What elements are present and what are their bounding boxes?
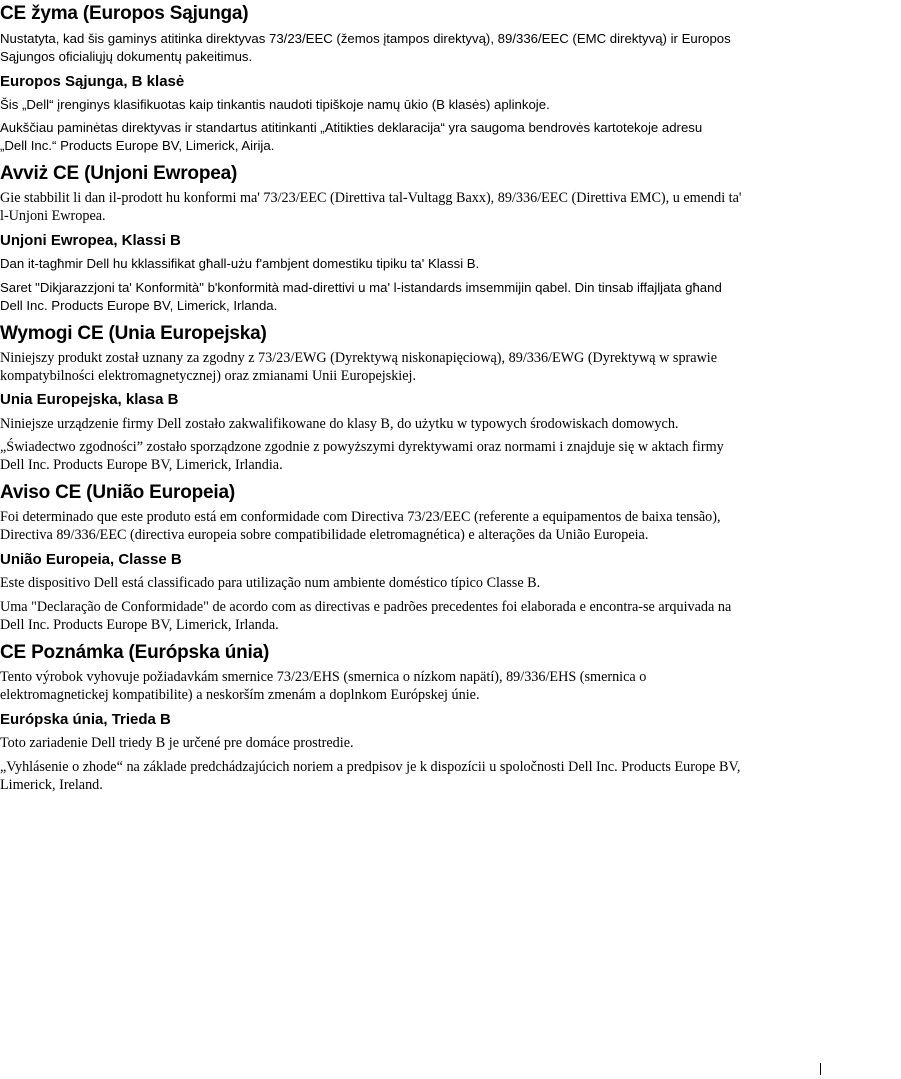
declaration-paragraph: Uma "Declaração de Conformidade" de acordo com as directivas e padrões precedentes foi elaborada e encontra-se arquivada na Dell Inc. Products Europe BV, Limerick, Irlanda. xyxy=(0,599,732,633)
class-paragraph: Este dispositivo Dell está classificado para utilização num ambiente doméstico típico Classe B. xyxy=(0,575,541,591)
section-polish xyxy=(0,323,901,474)
section-maltese xyxy=(0,163,901,315)
compliance-paragraph: Tento výrobok vyhovuje požiadavkám smernice 73/23/EHS (smernica o nízkom napätí), 89/336/EHS (smernica o elektromagnetickej kompatibilite) a neskorším zmenám a doplnkom Európskej únie. xyxy=(0,669,647,703)
page-margin-marker xyxy=(820,1063,821,1075)
declaration-paragraph: Saret "Dikjarazzjoni ta' Konformità" b'konformità mad-direttivi u ma' l-istandards imsemmijin qabel. Din tinsab iffajljata għand Dell Inc. Products Europe BV, Limerick, Irlanda. xyxy=(0,280,722,313)
compliance-paragraph: Gie stabbilit li dan il-prodott hu konformi ma' 73/23/EEC (Direttiva tal-Vultagg Baxx), 89/336/EEC (Direttiva EMC), u emendi ta' l-Unjoni Ewropea. xyxy=(0,190,742,224)
declaration-paragraph: „Vyhlásenie o zhode“ na základe predchádzajúcich noriem a predpisov je k dispozícii u spoločnosti Dell Inc. Products Europe BV, Limerick, Ireland. xyxy=(0,759,741,793)
compliance-paragraph: Nustatyta, kad šis gaminys atitinka direktyvas 73/23/EEC (žemos įtampos direktyvą), 89/336/EEC (EMC direktyvą) ir Europos Sąjungos oficialiųjų dokumentų pakeitimus. xyxy=(0,31,731,64)
class-paragraph: Toto zariadenie Dell triedy B je určené pre domáce prostredie. xyxy=(0,735,354,751)
section-portuguese xyxy=(0,482,901,634)
section-slovak xyxy=(0,642,901,794)
class-subheading: Europos Sąjunga, B klasė xyxy=(0,73,185,90)
compliance-paragraph: Niniejszy produkt został uznany za zgodny z 73/23/EWG (Dyrektywą niskonapięciową), 89/336/EWG (Dyrektywą w sprawie kompatybilności elektromagnetycznej) oraz zmianami Unii Europejskiej. xyxy=(0,350,718,384)
declaration-paragraph: Aukščiau paminėtas direktyvas ir standartus atitinkanti „Atitikties deklaracija“ yra saugoma bendrovės kartotekoje adresu „Dell Inc.“ Products Europe BV, Limerick, Airija. xyxy=(0,120,703,153)
compliance-paragraph: Foi determinado que este produto está em conformidade com Directiva 73/23/EEC (referente a equipamentos de baixa tensão), Directiva 89/336/EEC (directiva europeia sobre compatibilidade eletromagnética) e alterações da União Europeia. xyxy=(0,509,721,543)
declaration-paragraph: „Świadectwo zgodności” zostało sporządzone zgodnie z powyższymi dyrektywami oraz normami i znajduje się w aktach firmy Dell Inc. Products Europe BV, Limerick, Irlandia. xyxy=(0,439,724,473)
section-heading: CE Poznámka (Európska únia) xyxy=(0,642,270,663)
class-paragraph: Dan it-tagħmir Dell hu kklassifikat għall-użu f'ambjent domestiku tipiku ta' Klassi B. xyxy=(0,256,480,271)
section-heading: Avviż CE (Unjoni Ewropea) xyxy=(0,163,238,184)
class-subheading: Unjoni Ewropea, Klassi B xyxy=(0,232,181,249)
class-paragraph: Šis „Dell“ įrenginys klasifikuotas kaip tinkantis naudoti tipiškoje namų ūkio (B klasės) aplinkoje. xyxy=(0,97,550,112)
section-heading: Wymogi CE (Unia Europejska) xyxy=(0,323,267,344)
class-paragraph: Niniejsze urządzenie firmy Dell zostało zakwalifikowane do klasy B, do użytku w typowych środowiskach domowych. xyxy=(0,416,679,432)
section-heading: Aviso CE (União Europeia) xyxy=(0,482,235,503)
class-subheading: Unia Europejska, klasa B xyxy=(0,391,179,408)
class-subheading: Európska únia, Trieda B xyxy=(0,711,171,728)
section-lithuanian xyxy=(0,3,901,155)
class-subheading: União Europeia, Classe B xyxy=(0,551,182,568)
section-heading: CE žyma (Europos Sąjunga) xyxy=(0,3,249,24)
